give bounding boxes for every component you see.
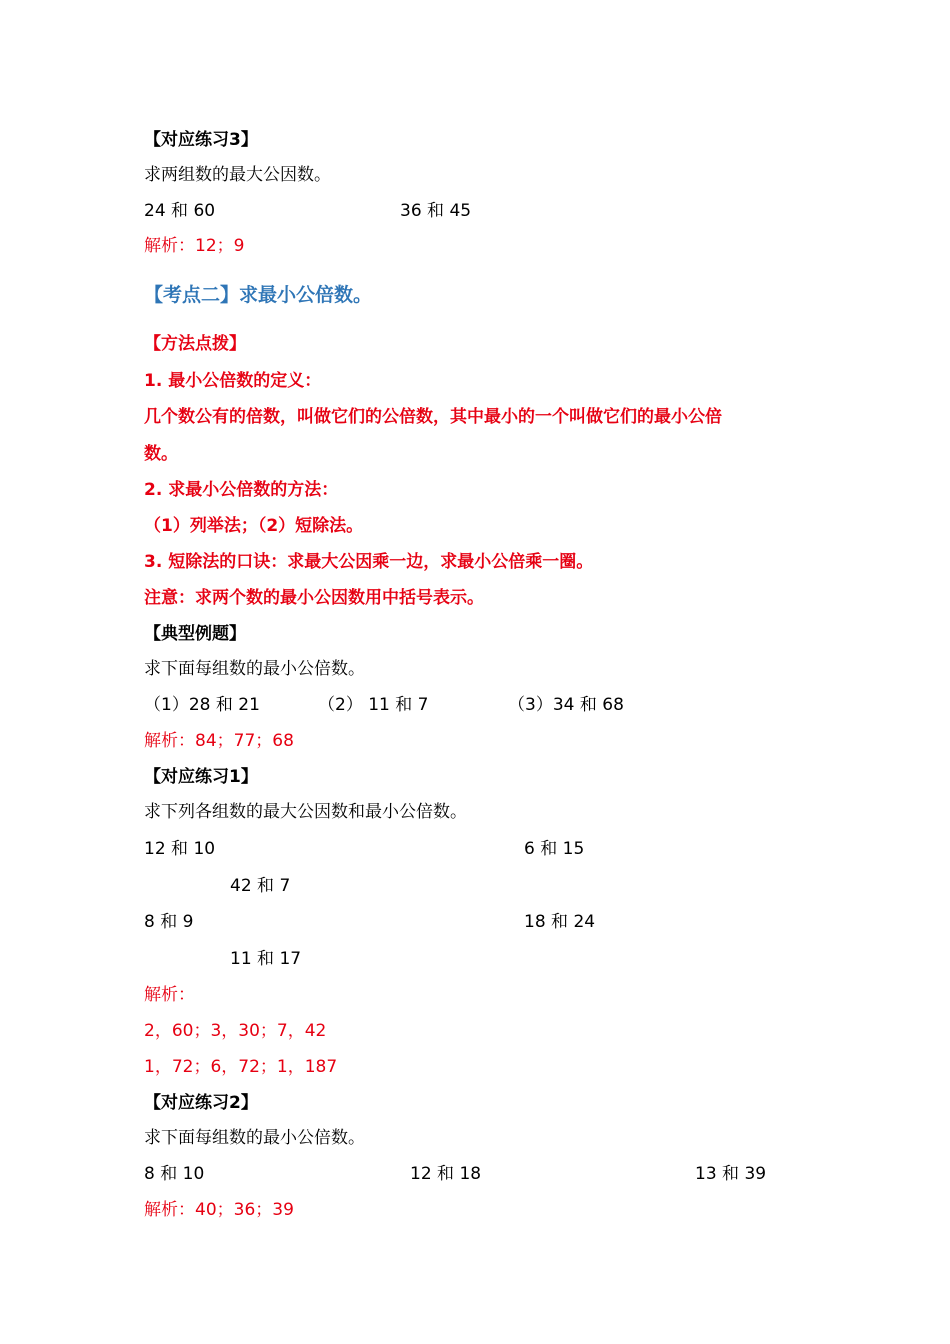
practice1-item-5: 18 和 24 (524, 912, 596, 932)
practice3-item-1: 24 和 60 (144, 201, 216, 221)
method-note: 注意：求两个数的最小公因数用中括号表示。 (144, 588, 484, 608)
method-definition-line1: 几个数公有的倍数，叫做它们的公倍数，其中最小的一个叫做它们的最小公倍 (144, 407, 722, 427)
practice1-item-6: 11 和 17 (230, 949, 302, 969)
practice1-answer-label: 解析： (144, 985, 195, 1005)
practice1-heading: 【对应练习1】 (144, 767, 258, 787)
practice3-question: 求两组数的最大公因数。 (144, 165, 331, 185)
practice1-answer-line2: 1，72；6，72；1，187 (144, 1057, 338, 1077)
example-question: 求下面每组数的最小公倍数。 (144, 659, 365, 679)
practice3-answer: 解析：12；9 (144, 236, 245, 256)
practice1-question: 求下列各组数的最大公因数和最小公倍数。 (144, 802, 467, 822)
practice1-item-4: 8 和 9 (144, 912, 194, 932)
method-definition-line2: 数。 (144, 444, 178, 464)
practice1-item-3: 42 和 7 (230, 876, 291, 896)
example-answer: 解析：84；77；68 (144, 731, 294, 751)
method-heading: 【方法点拨】 (144, 334, 246, 354)
practice2-item-2: 12 和 18 (410, 1164, 482, 1184)
practice2-item-1: 8 和 10 (144, 1164, 205, 1184)
practice2-answer: 解析：40；36；39 (144, 1200, 294, 1220)
method-how-detail: （1）列举法；（2）短除法。 (144, 516, 364, 536)
example-item-2: （2） 11 和 7 (318, 695, 429, 715)
practice1-item-1: 12 和 10 (144, 839, 216, 859)
practice1-answer-line1: 2，60；3，30；7，42 (144, 1021, 327, 1041)
practice2-question: 求下面每组数的最小公倍数。 (144, 1128, 365, 1148)
example-item-1: （1）28 和 21 (144, 695, 260, 715)
example-item-3: （3）34 和 68 (508, 695, 624, 715)
practice3-item-2: 36 和 45 (400, 201, 472, 221)
example-heading: 【典型例题】 (144, 624, 246, 644)
practice2-item-3: 13 和 39 (695, 1164, 767, 1184)
method-rhyme: 3. 短除法的口诀：求最大公因乘一边，求最小公倍乘一圈。 (144, 552, 594, 572)
practice1-item-2: 6 和 15 (524, 839, 585, 859)
method-definition-title: 1. 最小公倍数的定义： (144, 371, 322, 391)
section-heading-point2: 【考点二】求最小公倍数。 (144, 284, 373, 306)
practice2-heading: 【对应练习2】 (144, 1093, 258, 1113)
practice3-heading: 【对应练习3】 (144, 130, 258, 150)
method-how-title: 2. 求最小公倍数的方法： (144, 480, 339, 500)
